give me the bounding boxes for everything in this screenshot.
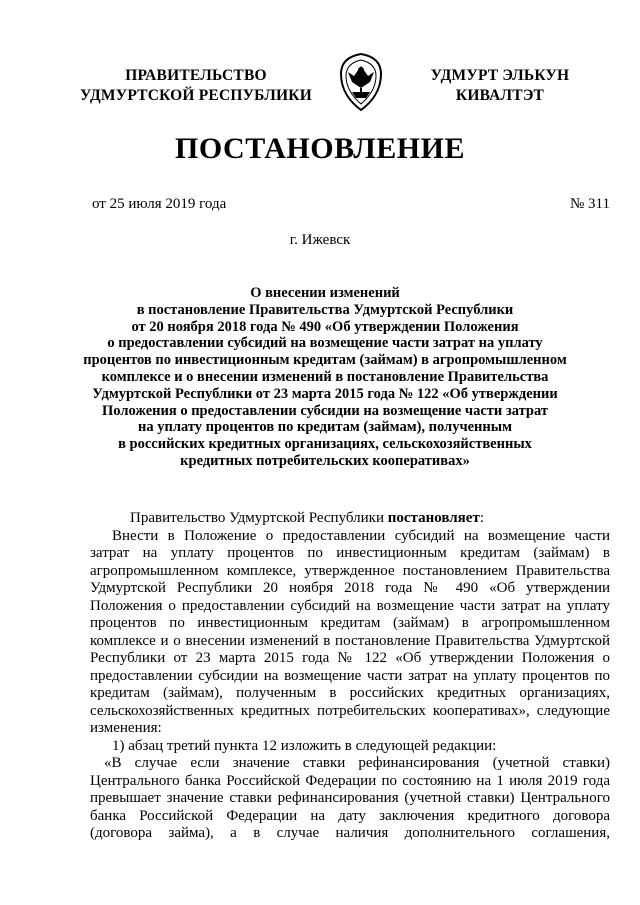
- document-number: № 311: [569, 196, 610, 212]
- quote-line: банка Российской Федерации на дату заключения кредитного договора: [90, 807, 610, 824]
- subject-line: Положения о предоставлении субсидии на возмещение части затрат: [102, 402, 548, 419]
- document-subject: [80, 285, 570, 470]
- header-right-line1: УДМУРТ ЭЛЬКУН: [430, 67, 570, 84]
- body-line: Удмуртской Республики 20 ноября 2018 года № 490 «Об утверждении: [90, 580, 610, 596]
- body-line: кредитам (займам), полученным в российских кредитных организациях,: [90, 685, 610, 701]
- body-line: Положения о предоставлении субсидий на возмещение части затрат на уплату: [90, 597, 610, 614]
- header-left-line1: ПРАВИТЕЛЬСТВО: [125, 67, 267, 84]
- body-line: агропромышленном комплексе, утвержденное постановлением Правительства: [90, 562, 610, 579]
- body-line: Внести в Положение о предоставлении субсидий на возмещение части: [112, 527, 610, 544]
- subject-line: от 20 ноября 2018 года № 490 «Об утверждении Положения: [131, 318, 519, 335]
- quote-line: превышает значение ставки рефинансирования (учетной ставки) Центрального: [90, 790, 610, 806]
- intro-bold-verb: постановляет: [387, 510, 480, 526]
- body-line: комплексе и о внесении изменений в постановление Правительства Удмуртской: [90, 632, 610, 649]
- subject-line: на уплату процентов по кредитам (займам), полученным: [138, 419, 512, 436]
- document-body: [90, 510, 610, 843]
- body-line: затрат на уплату процентов по инвестиционным кредитам (займам) в: [90, 545, 610, 561]
- quote-line: «В случае если значение ставки рефинансирования (учетной ставки): [104, 755, 610, 771]
- item-1: 1) абзац третий пункта 12 изложить в следующей редакции:: [112, 737, 497, 754]
- subject-line: в российских кредитных организациях, сельскохозяйственных: [118, 436, 532, 453]
- intro-colon: :: [479, 510, 484, 526]
- quote-line: Центрального банка Российской Федерации по состоянию на 1 июля 2019 года: [90, 772, 610, 789]
- body-line: изменения:: [90, 720, 162, 736]
- subject-line: о предоставлении субсидий на возмещение части затрат на уплату: [107, 335, 543, 352]
- quote-line: (договора займа), а в случае наличия дополнительного соглашения,: [90, 825, 610, 841]
- document-date: от 25 июля 2019 года: [92, 196, 227, 212]
- header-right-line2: КИВАЛТЭТ: [455, 87, 545, 104]
- subject-line: Удмуртской Республики от 23 марта 2015 года № 122 «Об утверждении: [92, 385, 558, 402]
- subject-line: процентов по инвестиционным кредитам (займам) в агропромышленном: [83, 352, 567, 369]
- header-right-block: [420, 66, 580, 106]
- subject-line: О внесении изменений: [250, 285, 400, 301]
- resolution-intro: [90, 510, 610, 528]
- header-left-line2: УДМУРТСКОЙ РЕСПУБЛИКИ: [80, 87, 312, 104]
- document-city: г. Ижевск: [289, 232, 351, 248]
- intro-text: Правительство Удмуртской Республики: [130, 510, 388, 526]
- subject-line: комплексе и о внесении изменений в постановление Правительства: [101, 368, 549, 385]
- header-left-block: [80, 66, 312, 106]
- body-line: предоставлении субсидии на возмещение части затрат на уплату процентов по: [90, 667, 610, 684]
- udmurt-coat-of-arms-icon: [338, 52, 384, 112]
- subject-line: кредитных потребительских кооперативах»: [180, 452, 470, 469]
- document-title: ПОСТАНОВЛЕНИЕ: [175, 132, 465, 165]
- subject-line: в постановление Правительства Удмуртской Республики: [136, 301, 514, 318]
- body-line: сельскохозяйственных кредитных потребительских кооперативах», следующие: [90, 702, 610, 719]
- body-line: процентов по инвестиционным кредитам (займам) в агропромышленном: [90, 615, 610, 631]
- body-line: Республики от 23 марта 2015 года № 122 «Об утверждении Положения о: [90, 650, 610, 666]
